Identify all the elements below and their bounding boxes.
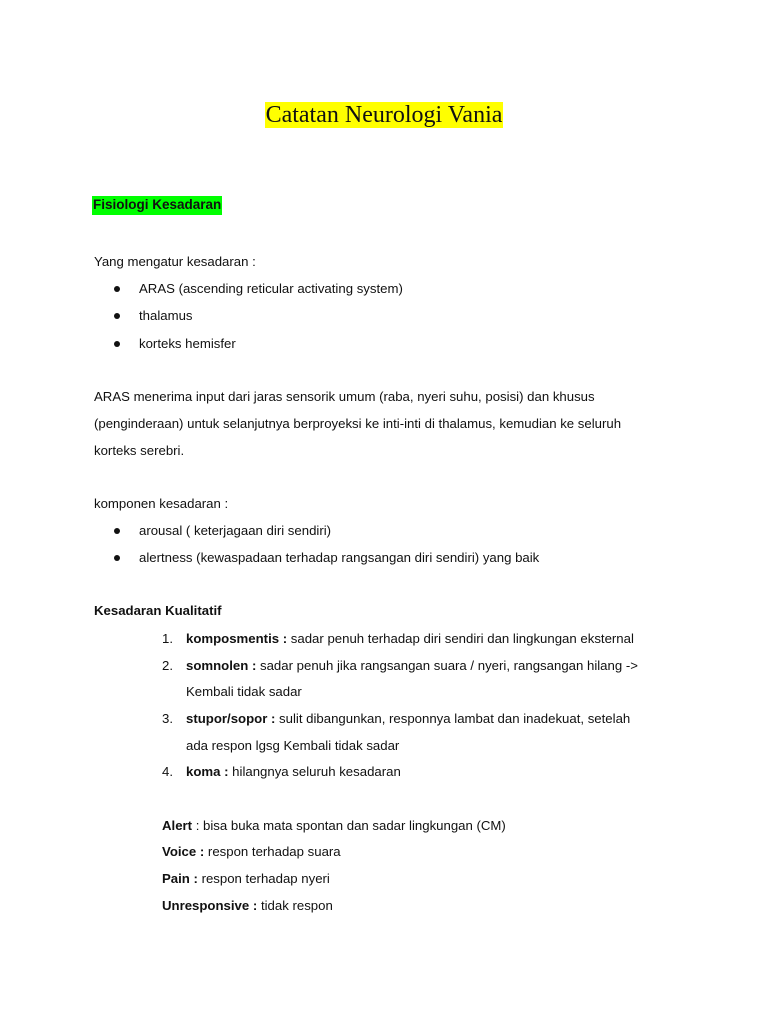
page-title [0, 102, 768, 129]
avpu-term: Pain : [162, 871, 198, 886]
item-text [186, 658, 638, 673]
bullet-icon [114, 313, 120, 319]
avpu-item [162, 818, 506, 833]
avpu-item [162, 871, 330, 886]
section-heading-fisiologi [92, 197, 222, 212]
list-item-text: alertness (kewaspadaan terhadap rangsangan diri sendiri) yang baik [139, 550, 540, 565]
item-text [186, 711, 630, 726]
komponen-intro: komponen kesadaran : [94, 496, 229, 511]
list-item-text: arousal ( keterjagaan diri sendiri) [139, 523, 332, 538]
list-item-text: ARAS (ascending reticular activating system) [139, 281, 403, 296]
list-item-text: korteks hemisfer [139, 336, 236, 351]
avpu-desc: respon terhadap nyeri [197, 871, 330, 886]
item-number: 3. [162, 711, 173, 726]
item-desc: sulit dibangunkan, responnya lambat dan inadekuat, setelah [275, 711, 631, 726]
item-term: somnolen : [186, 658, 257, 673]
item-continuation: Kembali tidak sadar [186, 684, 302, 699]
item-desc: sadar penuh terhadap diri sendiri dan lingkungan eksternal [287, 631, 634, 646]
avpu-term: Voice : [162, 844, 205, 859]
paragraph-line: (penginderaan) untuk selanjutnya berproyeksi ke inti-inti di thalamus, kemudian ke seluruh [94, 416, 622, 431]
intro-text: Yang mengatur kesadaran : [94, 254, 256, 269]
avpu-term: Alert [162, 818, 193, 833]
item-number: 2. [162, 658, 173, 673]
avpu-item [162, 844, 341, 859]
avpu-desc: respon terhadap suara [204, 844, 341, 859]
paragraph-line: ARAS menerima input dari jaras sensorik umum (raba, nyeri suhu, posisi) dan khusus [94, 389, 595, 404]
item-term: koma : [186, 764, 229, 779]
item-text [186, 631, 634, 646]
bullet-icon [114, 341, 120, 347]
item-text [186, 764, 401, 779]
heading-highlight: Fisiologi Kesadaran [92, 196, 222, 215]
paragraph-line: korteks serebri. [94, 443, 185, 458]
avpu-item [162, 898, 333, 913]
item-term: stupor/sopor : [186, 711, 276, 726]
item-term: komposmentis : [186, 631, 288, 646]
item-number: 1. [162, 631, 173, 646]
title-highlight: Catatan Neurologi Vania [265, 102, 503, 128]
bullet-icon [114, 528, 120, 534]
item-continuation: ada respon lgsg Kembali tidak sadar [186, 738, 400, 753]
list-item-text: thalamus [139, 308, 193, 323]
item-desc: hilangnya seluruh kesadaran [228, 764, 401, 779]
avpu-term: Unresponsive : [162, 898, 258, 913]
bullet-icon [114, 555, 120, 561]
item-desc: sadar penuh jika rangsangan suara / nyeri, rangsangan hilang -> [256, 658, 638, 673]
section-heading-kualitatif: Kesadaran Kualitatif [94, 603, 222, 618]
bullet-icon [114, 286, 120, 292]
avpu-desc: tidak respon [257, 898, 333, 913]
avpu-desc: : bisa buka mata spontan dan sadar lingkungan (CM) [192, 818, 506, 833]
item-number: 4. [162, 764, 173, 779]
